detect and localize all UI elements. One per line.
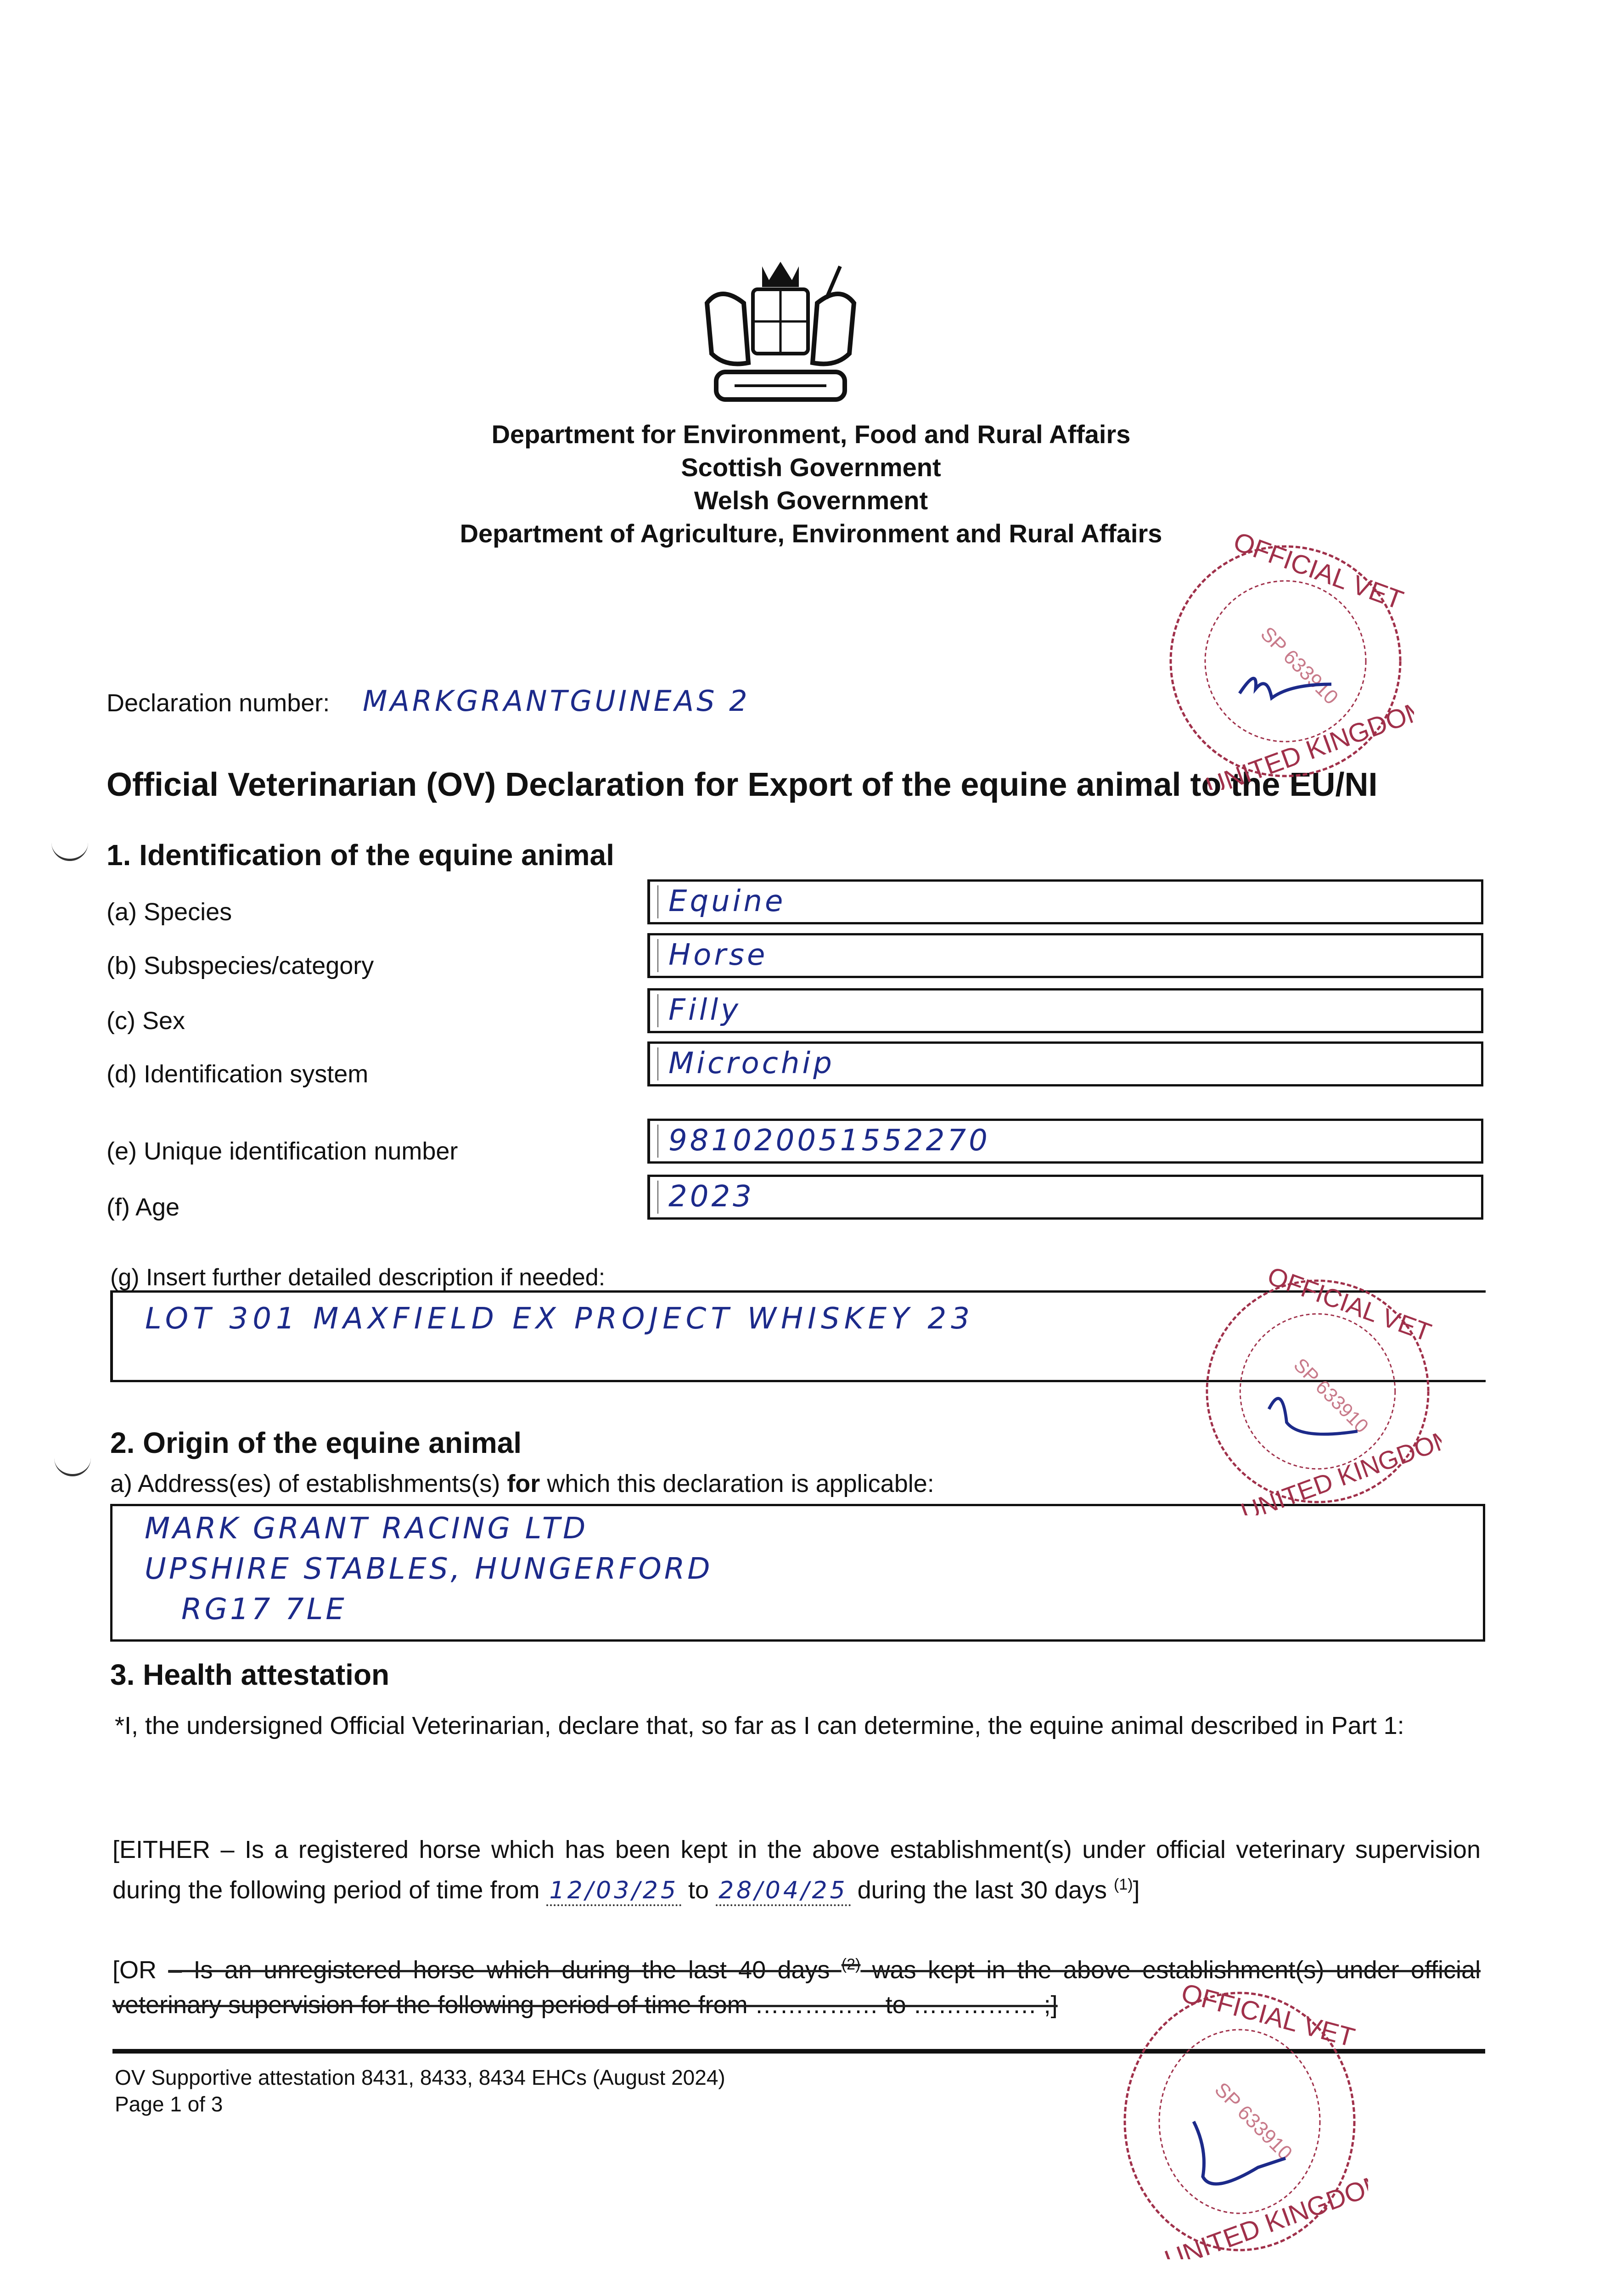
species-value: Equine: [668, 884, 786, 918]
identification-system-label: (d) Identification system: [107, 1060, 369, 1088]
department-welsh-gov: Welsh Government: [694, 486, 928, 515]
unique-id-value: 981020051552270: [668, 1124, 990, 1158]
period-from-value[interactable]: 12/03/25: [546, 1877, 681, 1906]
svg-text:UNITED KINGDOM: UNITED KINGDOM: [1202, 693, 1414, 790]
margin-mark: [54, 1456, 91, 1476]
unique-id-label: (e) Unique identification number: [107, 1137, 458, 1165]
department-daera: Department of Agriculture, Environment and Rural Affairs: [460, 519, 1162, 548]
footer-form-reference: OV Supportive attestation 8431, 8433, 8434 EHCs (August 2024): [115, 2065, 725, 2089]
age-value: 2023: [668, 1180, 754, 1214]
attestation-intro: *I, the undersigned Official Veterinarian, declare that, so far as I can determine, the equine animal described in Part 1:: [115, 1712, 1404, 1739]
official-veterinarian-stamp: [1194, 1267, 1442, 1515]
sex-field[interactable]: [647, 988, 1483, 1033]
age-field[interactable]: [647, 1175, 1483, 1220]
address-field[interactable]: [110, 1504, 1485, 1642]
department-list: [0, 418, 1622, 550]
page-number: Page 1 of 3: [115, 2092, 223, 2116]
svg-text:SP 633910: SP 633910: [1289, 1354, 1373, 1437]
address-line-3: RG17 7LE: [181, 1593, 347, 1626]
subspecies-value: Horse: [668, 938, 768, 972]
address-label-text: a) Address(es) of establishments(s): [110, 1470, 507, 1497]
svg-text:SP 633910: SP 633910: [1210, 2078, 1297, 2165]
margin-mark: [51, 840, 88, 861]
official-veterinarian-stamp: [1157, 533, 1414, 790]
either-text: [EITHER – Is a registered horse which has been kept in the above establishment(s) under official veterinary supervision during the following period of time from: [112, 1836, 1481, 1904]
section-1-heading: 1. Identification of the equine animal: [107, 838, 614, 872]
address-line-2: UPSHIRE STABLES, HUNGERFORD: [145, 1552, 713, 1586]
sex-label: (c) Sex: [107, 1007, 185, 1035]
address-label: [110, 1469, 934, 1498]
period-to-value[interactable]: 28/04/25: [716, 1877, 851, 1906]
svg-text:UNITED KINGDOM: UNITED KINGDOM: [1237, 1422, 1442, 1515]
department-defra: Department for Environment, Food and Rural Affairs: [491, 420, 1131, 449]
age-label: (f) Age: [107, 1193, 180, 1221]
further-description-label: (g) Insert further detailed description if needed:: [110, 1264, 606, 1291]
svg-text:UNITED KINGDOM: UNITED KINGDOM: [1161, 2167, 1368, 2259]
or-struck-text: was kept in the above establishment(s) under official veterinary supervision for the following period of time from …………… to …………… ;]: [112, 1956, 1481, 2019]
identification-system-field[interactable]: [647, 1041, 1483, 1086]
unique-id-field[interactable]: [647, 1119, 1483, 1164]
svg-text:SP 633910: SP 633910: [1256, 622, 1343, 709]
svg-text:OFFICIAL VET: OFFICIAL VET: [1229, 533, 1407, 615]
declaration-number-label: Declaration number:: [107, 689, 330, 717]
address-label-bold: for: [507, 1470, 540, 1497]
further-description-value: LOT 301 MAXFIELD EX PROJECT WHISKEY 23: [145, 1302, 974, 1336]
svg-text:OFFICIAL VET: OFFICIAL VET: [1263, 1267, 1435, 1347]
page-title: Official Veterinarian (OV) Declaration for Export of the equine animal to the EU/NI: [107, 766, 1378, 803]
or-struck-text: – Is an unregistered horse which during the last 40 days: [168, 1956, 842, 1984]
species-label: (a) Species: [107, 898, 232, 926]
either-text: during the last 30 days: [850, 1876, 1114, 1904]
royal-crest-icon: [689, 257, 872, 413]
footnote-ref-2: (2): [841, 1956, 861, 1973]
either-close: ]: [1133, 1876, 1140, 1904]
svg-text:OFFICIAL VET: OFFICIAL VET: [1178, 1984, 1358, 2053]
section-2-heading: 2. Origin of the equine animal: [110, 1426, 522, 1459]
either-to-word: to: [681, 1876, 716, 1904]
footer: [115, 2064, 725, 2117]
address-line-1: MARK GRANT RACING LTD: [145, 1512, 589, 1546]
identification-system-value: Microchip: [668, 1047, 835, 1080]
subspecies-label: (b) Subspecies/category: [107, 952, 374, 979]
declaration-number-value[interactable]: MARKGRANTGUINEAS 2: [363, 684, 750, 718]
species-field[interactable]: [647, 879, 1483, 924]
or-prefix: [OR: [112, 1956, 168, 1984]
section-3-heading: 3. Health attestation: [110, 1658, 390, 1691]
sex-value: Filly: [668, 993, 741, 1027]
official-veterinarian-stamp: [1111, 1984, 1368, 2259]
department-scottish-gov: Scottish Government: [681, 453, 941, 482]
address-label-text: which this declaration is applicable:: [540, 1470, 934, 1497]
subspecies-field[interactable]: [647, 933, 1483, 978]
either-clause: [112, 1832, 1481, 1908]
footnote-ref-1: (1): [1113, 1876, 1133, 1893]
